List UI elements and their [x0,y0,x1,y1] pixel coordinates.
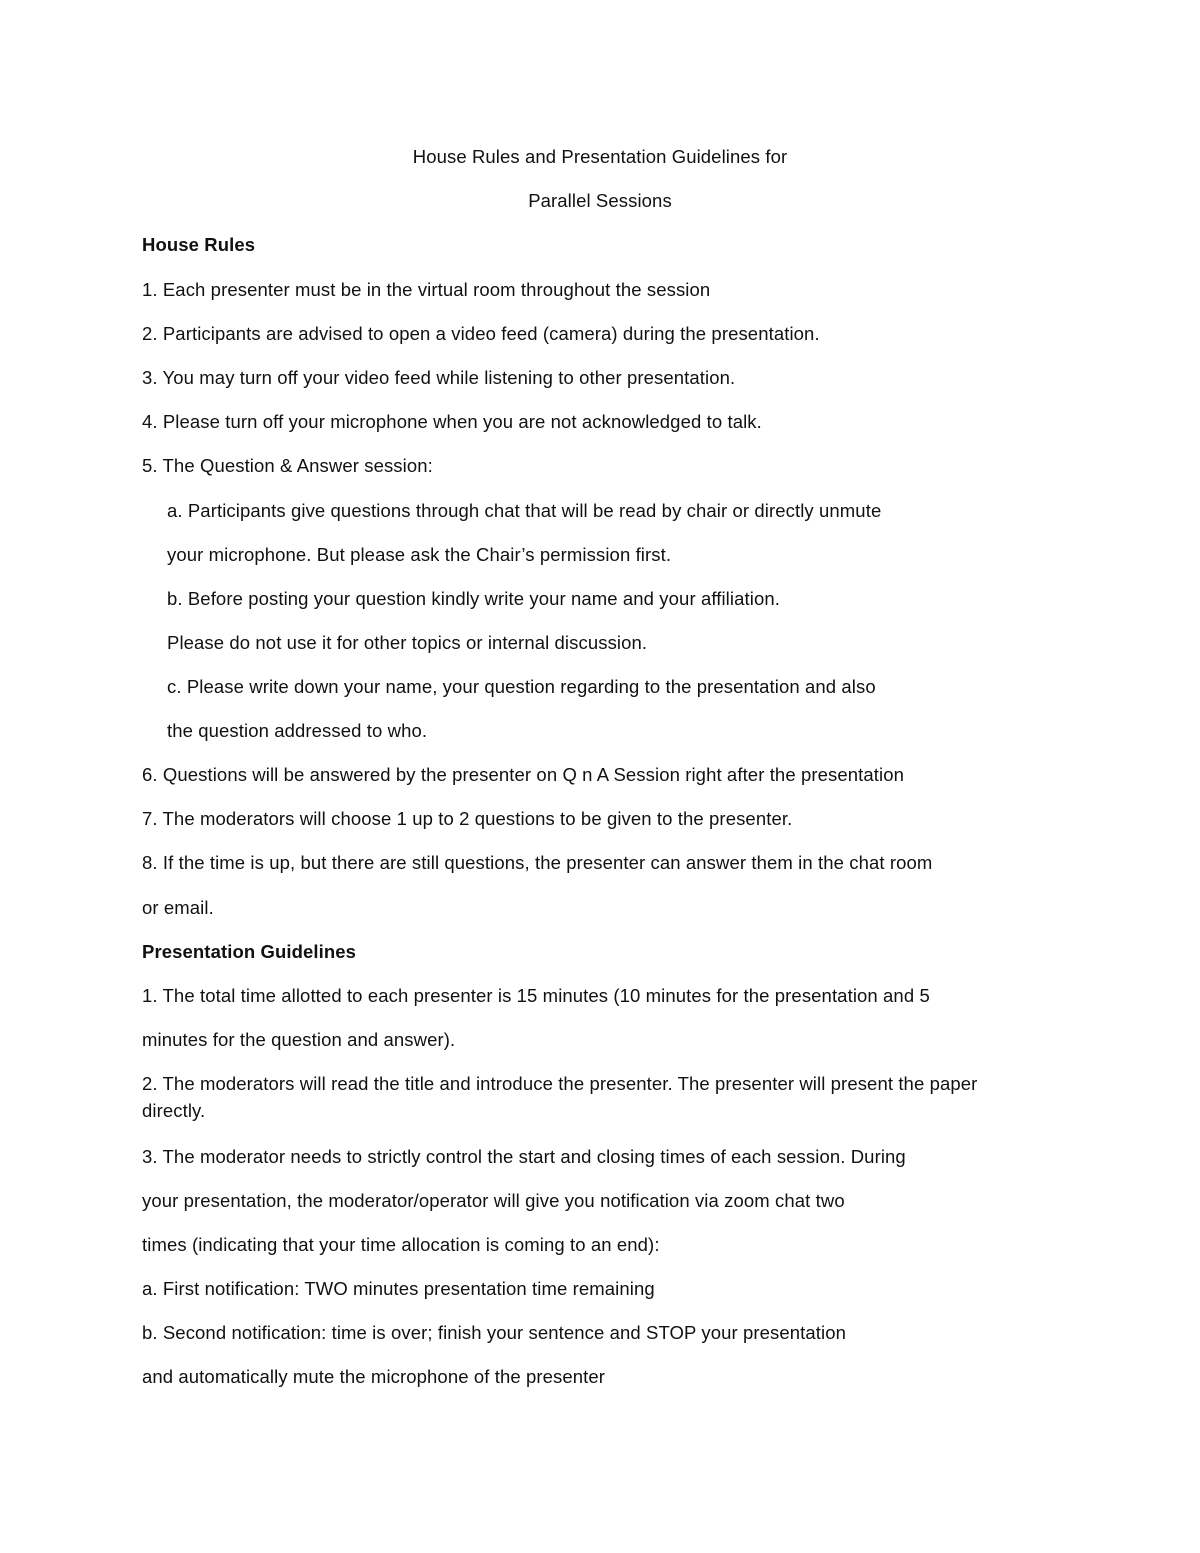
house-rule-5a-line-2: your microphone. But please ask the Chair’s permission first. [167,544,672,565]
house-rules-heading: House Rules [142,234,256,255]
guideline-1-line-2: minutes for the question and answer). [142,1029,456,1050]
guideline-3b-line-1: b. Second notification: time is over; finish your sentence and STOP your presentation [142,1322,847,1343]
house-rule-1: 1. Each presenter must be in the virtual room throughout the session [142,279,711,300]
guideline-3-line-2: your presentation, the moderator/operator will give you notification via zoom chat two [142,1190,845,1211]
guideline-1-line-1: 1. The total time allotted to each presenter is 15 minutes (10 minutes for the presentation and 5 [142,985,930,1006]
guideline-3a: a. First notification: TWO minutes presentation time remaining [142,1278,655,1299]
presentation-guidelines-heading: Presentation Guidelines [142,941,357,962]
house-rule-7: 7. The moderators will choose 1 up to 2 questions to be given to the presenter. [142,808,793,829]
house-rule-5c-line-1: c. Please write down your name, your question regarding to the presentation and also [167,676,876,697]
document-title-line-1: House Rules and Presentation Guidelines for [412,146,788,167]
guideline-3-line-1: 3. The moderator needs to strictly control the start and closing times of each session. During [142,1146,906,1167]
guideline-3b-line-2: and automatically mute the microphone of the presenter [142,1366,606,1387]
house-rule-4: 4. Please turn off your microphone when you are not acknowledged to talk. [142,411,762,432]
guideline-2-line-1: 2. The moderators will read the title and introduce the presenter. The presenter will present the paper [142,1073,978,1094]
house-rule-5: 5. The Question & Answer session: [142,455,433,476]
guideline-2-line-2: directly. [142,1100,206,1121]
house-rule-6: 6. Questions will be answered by the presenter on Q n A Session right after the presentation [142,764,904,785]
document-title-line-2: Parallel Sessions [528,190,672,211]
house-rule-5b-line-2: Please do not use it for other topics or internal discussion. [167,632,648,653]
house-rule-5c-line-2: the question addressed to who. [167,720,428,741]
house-rule-8-line-1: 8. If the time is up, but there are still questions, the presenter can answer them in the chat room [142,852,933,873]
guideline-3-line-3: times (indicating that your time allocation is coming to an end): [142,1234,660,1255]
house-rule-5a-line-1: a. Participants give questions through chat that will be read by chair or directly unmute [167,500,882,521]
house-rule-2: 2. Participants are advised to open a video feed (camera) during the presentation. [142,323,820,344]
house-rule-3: 3. You may turn off your video feed while listening to other presentation. [142,367,736,388]
house-rule-5b-line-1: b. Before posting your question kindly write your name and your affiliation. [167,588,780,609]
house-rule-8-line-2: or email. [142,897,214,918]
